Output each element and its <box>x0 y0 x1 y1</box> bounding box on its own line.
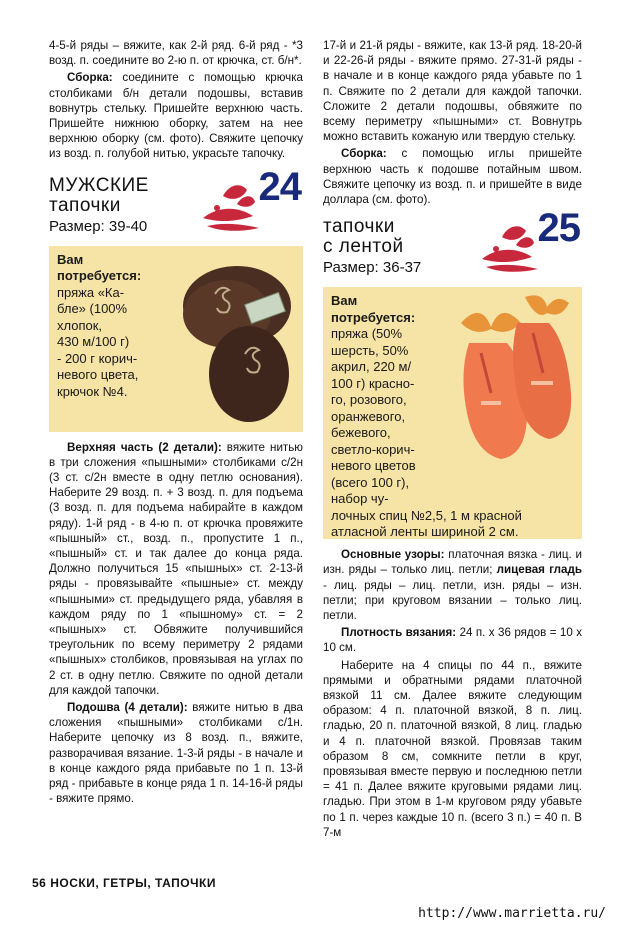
density-text: 24 п. х 36 рядов = 10 х 10 см. <box>323 626 582 655</box>
materials-25-line: оранжевого, <box>331 408 406 424</box>
page-number: 56 <box>32 876 47 890</box>
materials-25-line: акрил, 220 м/ <box>331 359 412 375</box>
materials-24-heading: Вам потребуется: <box>57 251 142 284</box>
right-intro-paragraph: 17-й и 21-й ряды - вяжите, как 13-й ряд. 18-20-й и 22-26-й ряды - вяжите прямо. 27-31-й ряды - в начале и в конце каждого ряда убавьте по 1 п. Свяжите по 2 детали для каждой тапочки. Сложите 2 детали подошвы, обвяжите по всему периметру «пышными» ст. Вовнутрь можно вставить кожаную или твердую стельку. <box>323 39 582 144</box>
materials-25-heading: Вам потребуется: <box>331 293 416 325</box>
section-24-title-line2: тапочки <box>49 194 121 216</box>
upper-part-text: вяжите нитью в три сложения «пышными» столбиками с/2н (3 ст. с/2н вместе в одну петлю основания). Наберите 29 возд. п. + 3 возд. п. для подъема (3 возд. п. для подъема набирайте в каждом ряду). 1-й ряд - в 4-ю п. от крючка провяжите «пышный» ст., возд. п., пропустите 1 п., «пышный» ст. и так далее до конца ряда. Должно получиться 15 «пышных» ст. 2-13-й ряды - провязывайте «пышные» ст. между «пышными» ст. предыдущего ряда, убавляя в каждом ряду по 1 «пышному» ст. = 2 «пышных» ст. Обвяжите получившийся треугольник по всему периметру 2 рядами «пышных» столбиков, провязывая на углах по 2 ст. в одну петлю. Свяжите по одной детали для каждой тапочки. <box>49 440 303 697</box>
section-24-heading <box>49 164 303 240</box>
section-24-number: 24 <box>258 164 301 209</box>
left-assembly-paragraph <box>49 70 303 161</box>
materials-25-line: 100 г) красно- <box>331 375 415 391</box>
patterns-label-2: лицевая гладь <box>496 563 582 577</box>
materials-24-text <box>57 252 167 401</box>
upper-part-label: Верхняя часть (2 детали): <box>67 440 222 454</box>
materials-24-line: бле» (100% <box>57 301 128 317</box>
section-25-number: 25 <box>537 206 580 251</box>
materials-25-line: пряжа (50% <box>331 326 403 342</box>
orange-slippers-photo <box>441 293 579 489</box>
materials-24-line: хлопок, <box>57 317 103 333</box>
instructions-paragraph: Наберите на 4 спицы по 44 п., вяжите прямыми и обратными рядами платочной вязкой 11 см. Далее вяжите следующим образом: 4 п. платочной вязкой, 8 п. лиц. гладью, 20 п. платочной вязкой, 8 лиц. гладью и 4 п. платочной вязкой. Провязав таким образом 8 см, сомкните петли в круг, провязывая вместе первую и последнюю петли = 41 п. Далее вяжите круговыми рядами лиц. гладью. При этом в 1-м круговом ряду убавьте по 1 п. через каждые 10 п. (всего 3 п.) = 40 п. В 7-м <box>323 658 582 839</box>
page-footer <box>32 876 216 890</box>
materials-25-line: атласной ленты шириной 2 см. <box>331 524 519 540</box>
patterns-text-1: платочная вязка - лиц. и изн. ряды – только лиц. петли; <box>323 548 582 577</box>
materials-25-line: невого цветов <box>331 458 416 474</box>
materials-25-line: го, розового, <box>331 392 407 408</box>
materials-24-line: невого цвета, <box>57 367 139 383</box>
materials-25-line: шерсть, 50% <box>331 342 409 358</box>
right-assembly-paragraph <box>323 146 582 207</box>
section-25-heading <box>323 206 582 281</box>
upper-part-paragraph <box>49 440 303 698</box>
materials-25-line: светло-корич- <box>331 441 415 457</box>
right-assembly-text: с помощью иглы пришейте верхнюю часть к подошве потайным швом. Свяжите цепочку из возд. п. и пришейте в виде доллара (см. фото). <box>323 147 582 207</box>
section-25-size: Размер: 36-37 <box>323 259 422 277</box>
right-assembly-label: Сборка: <box>341 147 387 161</box>
materials-24-line: - 200 г корич- <box>57 350 138 366</box>
sole-label: Подошва (4 детали): <box>67 701 188 715</box>
patterns-label: Основные узоры: <box>341 548 445 562</box>
left-column <box>49 38 303 809</box>
brown-slippers-photo <box>175 254 299 426</box>
left-assembly-text: соедините с помощью крючка столбиками б/н детали подошвы, вставив вовнутрь стельку. Пришейте верхнюю часть. Пришейте нижнюю оборку, затем на нее верхнюю оборку (см. фото). Свяжите цепочку из возд. п. голубой нитью, украсьте тапочку. <box>49 71 303 161</box>
left-assembly-label: Сборка: <box>67 71 113 85</box>
materials-25-line: (всего 100 г), <box>331 474 410 490</box>
materials-24-line: пряжа «Ка- <box>57 284 125 300</box>
footer-title: НОСКИ, ГЕТРЫ, ТАПОЧКИ <box>50 876 216 890</box>
density-paragraph <box>323 625 582 655</box>
materials-24-line: 430 м/100 г) <box>57 334 130 350</box>
section-24-size: Размер: 39-40 <box>49 217 148 235</box>
sole-paragraph <box>49 700 303 806</box>
materials-25-line: лочных спиц №2,5, 1 м красной <box>331 507 522 523</box>
right-column <box>323 38 582 842</box>
materials-25-line: бежевого, <box>331 425 391 441</box>
materials-25-line: набор чу- <box>331 491 389 507</box>
patterns-text-2: - лиц. ряды – лиц. петли, изн. ряды – изн. петли; при круговом вязании – только лиц. петли. <box>323 578 582 623</box>
materials-box-24 <box>49 246 303 432</box>
left-intro-paragraph: 4-5-й ряды – вяжите, как 2-й ряд. 6-й ряд - *3 возд. п. соедините во 2-ю п. от крючка, ст. б/н*. <box>49 39 303 68</box>
site-url-watermark: http://www.marrietta.ru/ <box>418 906 606 921</box>
materials-24-line: крючок №4. <box>57 383 128 399</box>
section-25-title-line2: с лентой <box>323 236 404 258</box>
patterns-paragraph <box>323 547 582 623</box>
sole-text: вяжите нитью в два сложения «пышными» столбиками с/1н. Наберите цепочку из 8 возд. п., вяжите, разворачивая вязание. 1-3-й ряды - в начале и в конце каждого ряда прибавьте по 1 п. 13-й ряд - прибавьте в конце ряда 1 п. 14-16-й ряды - вяжите прямо. <box>49 701 303 806</box>
section-24-title-line1: МУЖСКИЕ <box>49 174 149 196</box>
section-25-title-line1: тапочки <box>323 216 395 238</box>
materials-box-25 <box>323 287 582 539</box>
density-label: Плотность вязания: <box>341 626 457 640</box>
